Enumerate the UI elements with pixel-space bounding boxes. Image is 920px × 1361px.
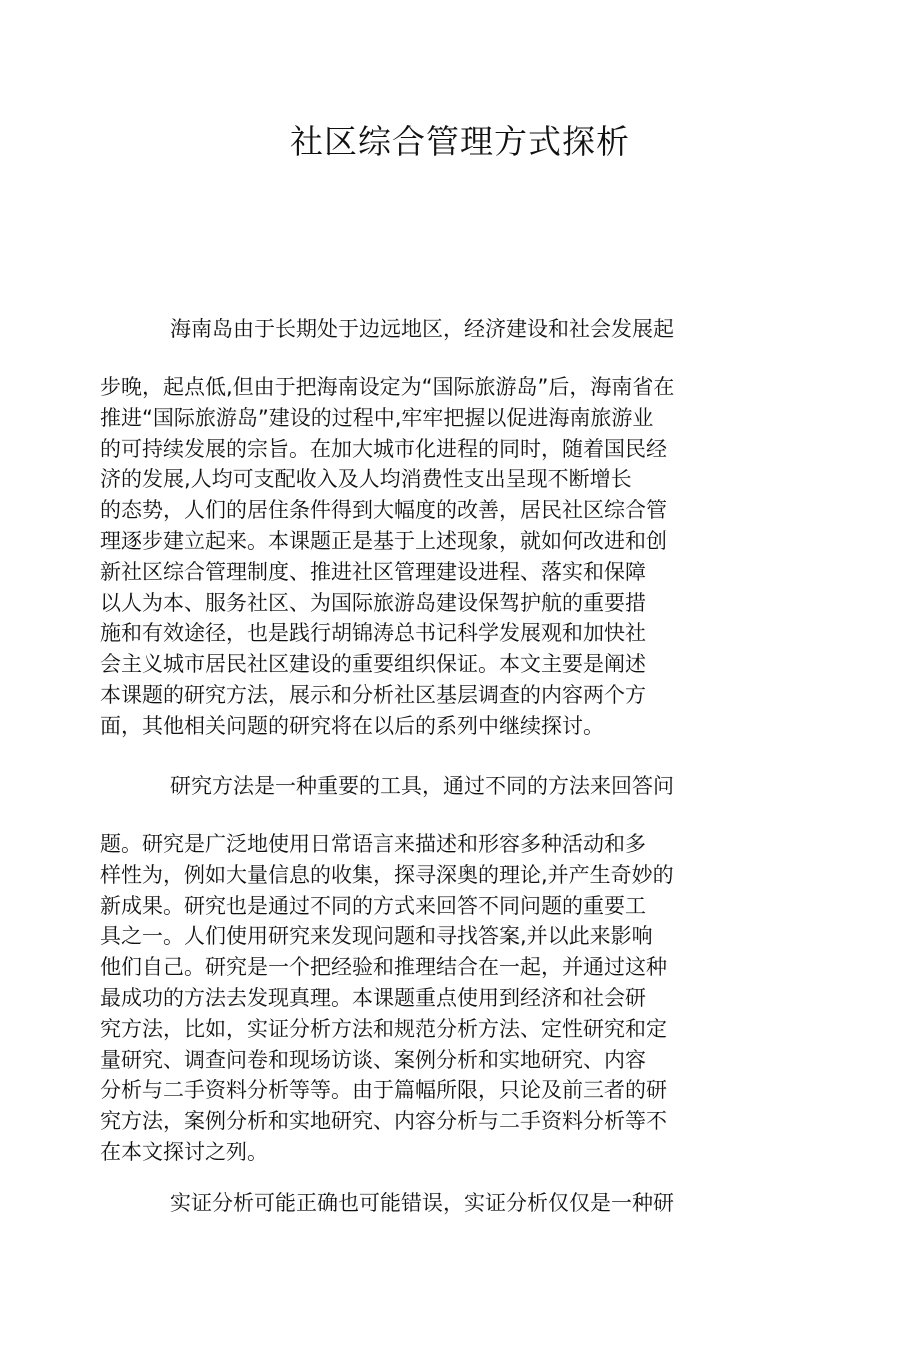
paragraph-line: 以人为本、服务社区、为国际旅游岛建设保驾护航的重要措 (100, 590, 646, 615)
paragraph-line: 究方法，比如，实证分析方法和规范分析方法、定性研究和定 (100, 1016, 667, 1041)
document-title: 社区综合管理方式探析 (290, 122, 630, 162)
paragraph-empirical-analysis (100, 1188, 800, 1218)
paragraph-line: 样性为，例如大量信息的收集，探寻深奥的理论,并产生奇妙的 (100, 862, 674, 887)
paragraph-line: 的态势，人们的居住条件得到大幅度的改善，居民社区综合管 (100, 498, 667, 523)
paragraph-first-line: 研究方法是一种重要的工具，通过不同的方法来回答问 (170, 774, 674, 798)
paragraph-line: 会主义城市居民社区建设的重要组织保证。本文主要是阐述 (100, 652, 646, 677)
paragraph-line: 的可持续发展的宗旨。在加大城市化进程的同时，随着国民经 (100, 436, 667, 461)
paragraph-line: 新成果。研究也是通过不同的方式来回答不同问题的重要工 (100, 893, 646, 918)
paragraph-line: 在本文探讨之列。 (100, 1139, 268, 1164)
paragraph-line: 究方法，案例分析和实地研究、内容分析与二手资料分析等不 (100, 1109, 667, 1134)
paragraph-line: 步晚，起点低,但由于把海南设定为“国际旅游岛”后，海南省在 (100, 375, 675, 399)
paragraph-first-line: 实证分析可能正确也可能错误，实证分析仅仅是一种研 (170, 1191, 674, 1215)
paragraph-line: 本课题的研究方法，展示和分析社区基层调查的内容两个方 (100, 682, 646, 707)
paragraph-line: 具之一。人们使用研究来发现问题和寻找答案,并以此来影响 (100, 924, 653, 949)
paragraph-line: 理逐步建立起来。本课题正是基于上述现象，就如何改进和创 (100, 528, 667, 553)
paragraph-line: 量研究、调查问卷和现场访谈、案例分析和实地研究、内容 (100, 1047, 646, 1072)
paragraph-line: 面，其他相关问题的研究将在以后的系列中继续探讨。 (100, 713, 604, 738)
paragraph-line: 济的发展,人均可支配收入及人均消费性支出呈现不断增长 (100, 467, 632, 492)
paragraph-first-line: 海南岛由于长期处于边远地区，经济建设和社会发展起 (170, 317, 674, 341)
paragraph-research-methods (100, 771, 800, 1168)
paragraph-line: 施和有效途径，也是践行胡锦涛总书记科学发展观和加快社 (100, 621, 646, 646)
paragraph-line: 新社区综合管理制度、推进社区管理建设进程、落实和保障 (100, 559, 646, 584)
paragraph-line: 题。研究是广泛地使用日常语言来描述和形容多种活动和多 (100, 832, 646, 856)
paragraph-line: 他们自己。研究是一个把经验和推理结合在一起，并通过这种 (100, 955, 667, 980)
paragraph-line: 推进“国际旅游岛”建设的过程中,牢牢把握以促进海南旅游业 (100, 405, 654, 430)
paragraph-line: 分析与二手资料分析等等。由于篇幅所限，只论及前三者的研 (100, 1078, 667, 1103)
paragraph-line: 最成功的方法去发现真理。本课题重点使用到经济和社会研 (100, 985, 646, 1010)
paragraph-community-background (100, 314, 800, 742)
